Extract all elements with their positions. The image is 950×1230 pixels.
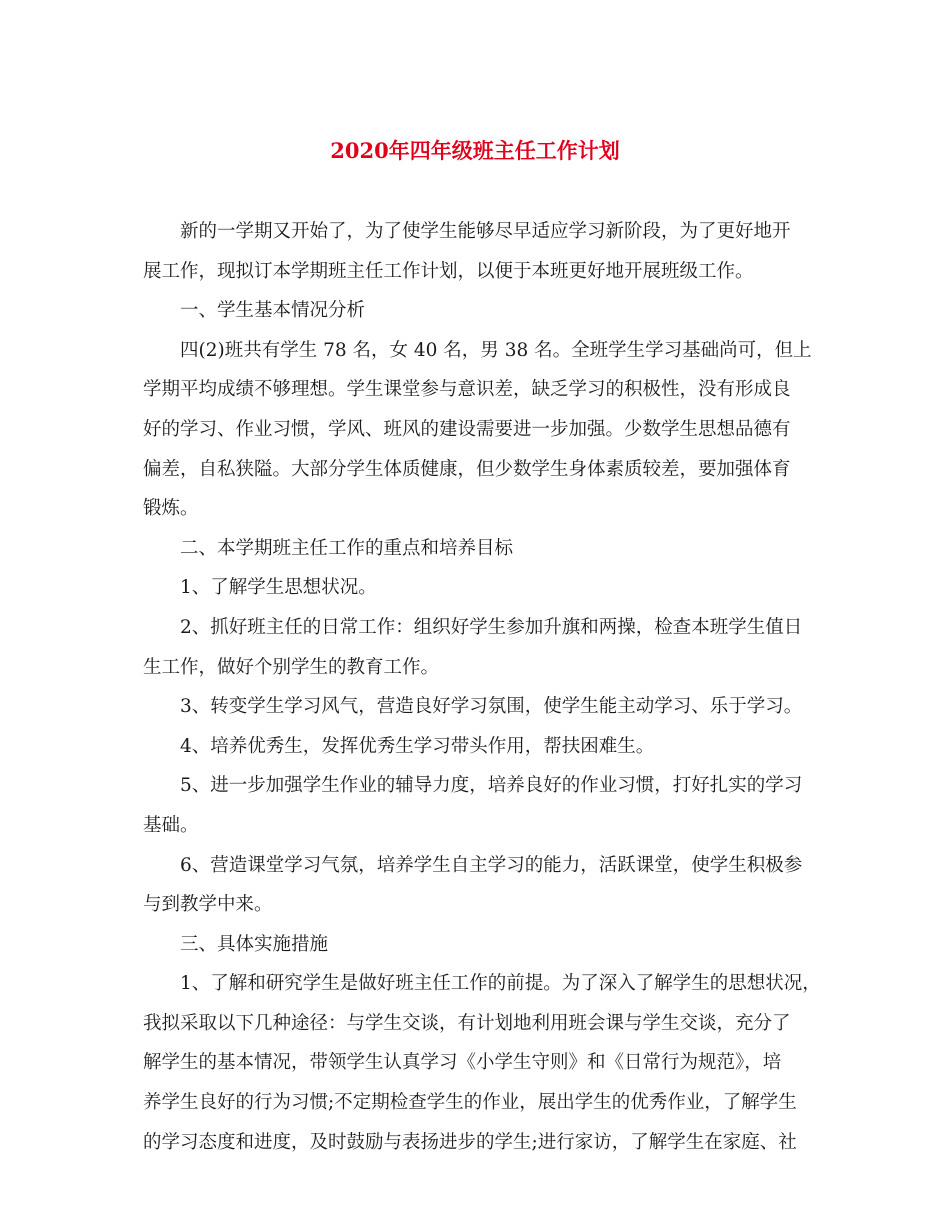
text-line: 与到教学中来。 [143,894,273,916]
text-line: 5、进一步加强学生作业的辅导力度，培养良好的作业习惯，打好扎实的学习 [180,775,803,797]
text-line: 偏差，自私狭隘。大部分学生体质健康，但少数学生身体素质较差，要加强体育 [143,458,791,480]
text-line: 四(2)班共有学生 78 名，女 40 名，男 38 名。全班学生学习基础尚可，但上 [180,339,812,361]
text-line: 新的一学期又开始了，为了使学生能够尽早适应学习新阶段，为了更好地开 [180,221,791,242]
text-line: 展工作，现拟订本学期班主任工作计划，以便于本班更好地开展班级工作。 [143,260,754,282]
text-line: 1、了解和研究学生是做好班主任工作的前提。为了深入了解学生的思想状况， [180,973,821,995]
text-line: 3、转变学生学习风气，营造良好学习氛围，使学生能主动学习、乐于学习。 [180,696,803,718]
text-line: 1、了解学生思想状况。 [180,577,377,599]
text-line: 学期平均成绩不够理想。学生课堂参与意识差，缺乏学习的积极性，没有形成良 [143,379,791,401]
text-line: 6、营造课堂学习气氛，培养学生自主学习的能力，活跃课堂，使学生积极参 [180,854,803,876]
text-line: 基础。 [143,814,199,836]
text-line: 解学生的基本情况，带领学生认真学习《小学生守则》和《日常行为规范》，培 [143,1052,782,1074]
text-line: 生工作，做好个别学生的教育工作。 [143,656,440,678]
document-body [143,212,821,1162]
text-line: 好的学习、作业习惯，学风、班风的建设需要进一步加强。少数学生思想品德有 [143,418,791,440]
text-line: 三、具体实施措施 [180,933,329,955]
text-line: 的学习态度和进度，及时鼓励与表扬进步的学生;进行家访，了解学生在家庭、社 [143,1131,797,1153]
text-line: 养学生良好的行为习惯;不定期检查学生的作业，展出学生的优秀作业，了解学生 [143,1092,797,1114]
text-line: 我拟采取以下几种途径：与学生交谈，有计划地利用班会课与学生交谈，充分了 [143,1012,791,1034]
text-line: 4、培养优秀生，发挥优秀生学习带头作用，帮扶困难生。 [180,735,655,757]
text-line: 2、抓好班主任的日常工作：组织好学生参加升旗和两操，检查本班学生值日 [180,616,803,638]
text-line: 二、本学期班主任工作的重点和培养目标 [180,537,514,559]
document-title: 2020年四年级班主任工作计划 [330,138,620,163]
text-line: 一、学生基本情况分析 [180,300,366,322]
text-line: 锻炼。 [143,498,199,520]
